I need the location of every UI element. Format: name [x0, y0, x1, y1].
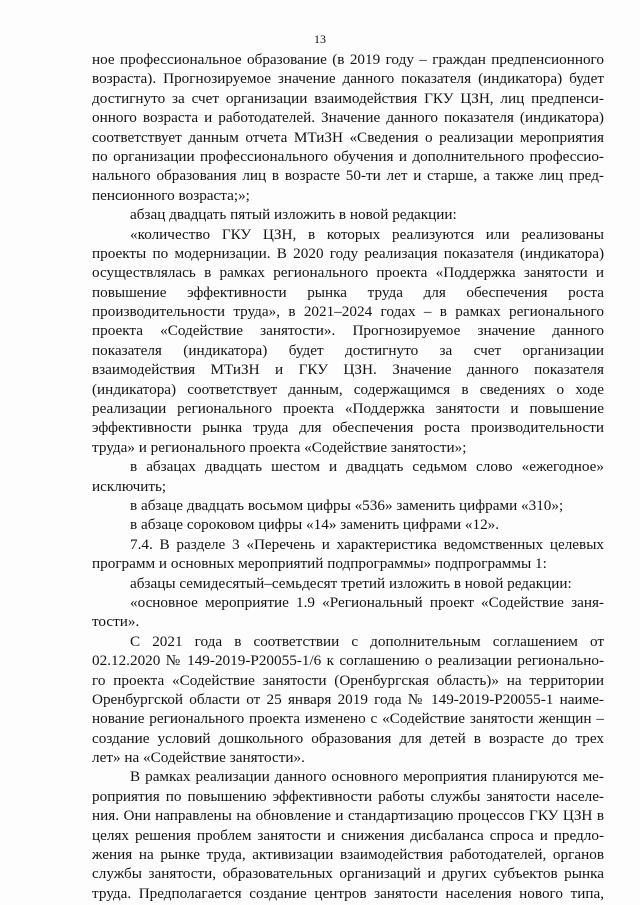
- text-line: проекта «Содействие занятости». Прогнозируемое значение данного: [92, 322, 604, 340]
- text-line: в абзаце двадцать восьмом цифры «536» заменить цифрами «310»;: [130, 496, 564, 514]
- text-line: нального образования лиц в возрасте 50-ти лет и старше, а также лиц пред-: [92, 167, 604, 185]
- text-line: целях решения проблем занятости и снижения дисбаланса спроса и предло-: [92, 826, 604, 844]
- text-line: соответствует данным отчета МТиЗН «Сведения о реализации мероприятия: [92, 128, 604, 146]
- text-line: го проекта «Содействие занятости (Оренбургская область)» на территории: [92, 671, 604, 689]
- text-line: «основное мероприятие 1.9 «Региональный проект «Содействие заня-: [130, 593, 604, 611]
- text-line: по организации профессионального обучения и дополнительного профессио-: [92, 147, 604, 165]
- text-line: ное профессиональное образование (в 2019 году – граждан предпенсионного: [92, 51, 604, 68]
- text-line: показателя (индикатора) будет достигнуто за счет организации: [92, 341, 604, 359]
- text-line: жения на рынке труда, активизации взаимодействия работодателей, органов: [92, 846, 604, 864]
- text-line: повышение эффективности рынка труда для обеспечения роста: [92, 283, 604, 301]
- text-line: в абзацах двадцать шестом и двадцать седьмом слово «ежегодное»: [130, 458, 604, 476]
- text-line: Оренбургской области от 25 января 2019 года № 149-2019-Р20055-1 наиме-: [92, 690, 604, 708]
- text-line: ния. Они направлены на обновление и стандартизацию процессов ГКУ ЦЗН в: [92, 807, 604, 825]
- text-line: С 2021 года в соответствии с дополнительным соглашением от: [130, 632, 604, 650]
- text-line: лет» на «Содействие занятости».: [92, 749, 305, 767]
- text-line: программ и основных мероприятий подпрограммы» подпрограммы 1:: [92, 555, 547, 573]
- text-line: службы занятости, образовательных организаций и других субъектов рынка: [92, 865, 604, 883]
- text-line: 02.12.2020 № 149-2019-Р20055-1/6 к соглашению о реализации регионально-: [92, 652, 604, 670]
- text-line: роприятия по повышению эффективности работы службы занятости населе-: [92, 787, 604, 805]
- text-line: абзац двадцать пятый изложить в новой редакции:: [130, 206, 457, 224]
- text-line: проекты по модернизации. В 2020 году реализация показателя (индикатора): [92, 244, 604, 262]
- text-line: пенсионного возраста;»;: [92, 186, 250, 204]
- text-line: труда» и регионального проекта «Содействие занятости»;: [92, 438, 467, 456]
- text-line: реализации регионального проекта «Поддержка занятости и повышение: [92, 400, 604, 418]
- text-line: 7.4. В разделе 3 «Перечень и характеристика ведомственных целевых: [130, 535, 604, 553]
- text-line: онного возраста и работодателей. Значение данного показателя (индикатора): [92, 109, 604, 127]
- text-line: «количество ГКУ ЦЗН, в которых реализуются или реализованы: [130, 225, 604, 243]
- text-line: достигнуто за счет организации взаимодействия ГКУ ЦЗН, лиц предпенси-: [92, 89, 604, 107]
- text-line: труда. Предполагается создание центров занятости населения нового типа,: [92, 884, 604, 902]
- text-line: (индикатора) соответствует данным, содержащимся в сведениях о ходе: [92, 380, 604, 398]
- text-line: возраста). Прогнозируемое значение данного показателя (индикатора) будет: [92, 70, 604, 88]
- text-line: взаимодействия МТиЗН и ГКУ ЦЗН. Значение данного показателя: [92, 361, 604, 379]
- text-line: нование регионального проекта изменено с «Содействие занятости женщин –: [92, 710, 604, 728]
- text-line: создание условий дошкольного образования для детей в возрасте до трех: [92, 729, 604, 747]
- text-line: в абзаце сороковом цифры «14» заменить цифрами «12».: [130, 516, 500, 534]
- text-line: производительности труда», в 2021–2024 годах – в рамках регионального: [92, 303, 604, 321]
- text-line: В рамках реализации данного основного мероприятия планируются ме-: [130, 768, 604, 786]
- text-line: исключить;: [92, 477, 167, 495]
- text-line: осуществлялась в рамках регионального проекта «Поддержка занятости и: [92, 264, 604, 282]
- text-line: абзацы семидесятый–семьдесят третий изложить в новой редакции:: [130, 574, 572, 592]
- text-line: эффективности рынка труда для обеспечения роста производительности: [92, 419, 604, 437]
- document-body: [92, 50, 604, 903]
- text-line: тости».: [92, 613, 140, 631]
- page-number: 13: [314, 32, 326, 46]
